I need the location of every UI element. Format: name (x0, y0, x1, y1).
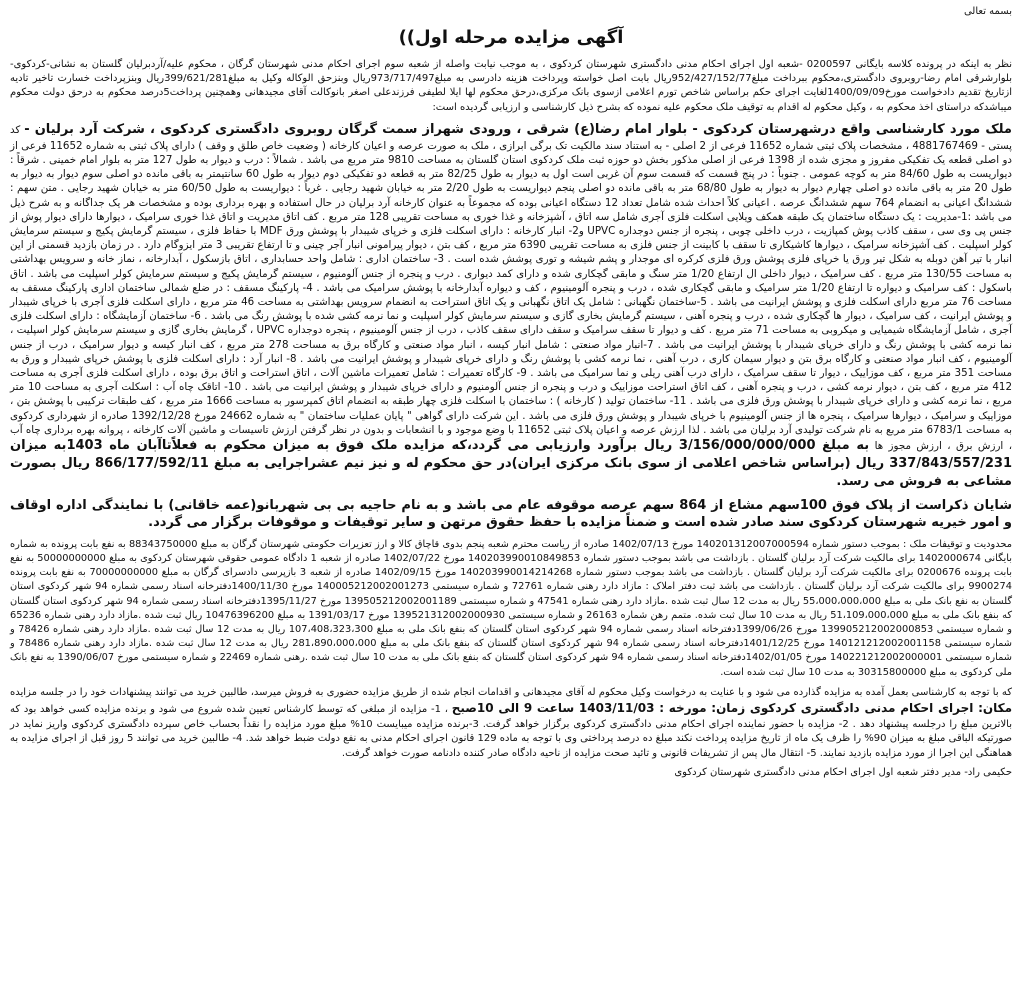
auction-intro: که با توجه به کارشناسی بعمل آمده به مزایده گذارده می شود و با عنایت به درخواست وکیل محکوم له آقای مجیدهانی و اقدامات انجام شده از طریق مزایده حضوری به فروش میرسد، طالبین خرید می توانند پیشنهادات خود را در جلسه مزایده (10, 686, 1012, 698)
property-price: به مبلغ 3/156/000/000/000 ریال برآورد وارزیابی می گردد،که مزایده ملک فوق به میزان محکوم به فعلاًتاآبان ماه 1403به میزان 337/843/557/231 ریال (براساس شاخص اعلامی از سوی بانک مرکزی ایران)در حق محکوم له و نیز نیم عشراجرایی به مبلغ 866/177/592/11 ریال بصورت مشاعی به فروش می رسد. (10, 437, 1012, 489)
auction-terms: ، 1- مزایده از مبلغی که توسط کارشناس تعیین شده شروع می شود و برنده مزایده کسی خواهد بود که بالاترین مبلغ را درجلسه پیشنهاد دهد . 2- مزایده با حضور نماینده اجرای احکام مدنی دادگستری کردکوی برگزار خواهد گرفت. 3-برنده مزایده میبایست 10% مبلغ مورد مزایده را نقداً بحساب خاص سپرده دادگستری کردکوی واریز نماید در صورتیکه الباقی مبلغ به میزان 90% را ظرف یک ماه از تاریخ مزایده پرداخت نکند مبلغ ده درصد پرداختی وی با توجه به ماده 129 قانون اجرای احکام مدنی به نفع دولت ضبط خواهد شد. 4- طالبین خرید می توانند 5 روز قبل از اجرای مزایده به هماهنگی این اجرا از مورد مزایده بازدید نمایند. 5- انتقال مال پس از تشریفات قانونی و تائید صحت مزایده از ناحیه دادگاه صادر کننده دادنامه صورت خواهد گرفت. (10, 704, 1013, 759)
property-lead: ملک مورد کارشناسی واقع درشهرستان کردکوی - بلوار امام رضا(ع) شرقی ، ورودی شهراز سمت گرگان روبروی دادگستری کردکوی ، شرکت آرد برلیان - (24, 121, 1012, 137)
basmala: بسمه تعالی (963, 6, 1012, 17)
encumbrances-paragraph: محدودیت و توقیفات ملک : بموجب دستور شماره 140201312007000594 مورخ 1402/07/13 صادره از ریاست محترم شعبه پنجم بدوی قاچاق کالا و ارز تعزیرات حکومتی شهرستان گرگان به مبلغ 88343750000 به نفع بابت پرونده به شماره بایگانی 1402000674 برای مالکیت شرکت آرد برلیان گلستان . بازداشت می باشد بموجب دستور شماره 140203990010849853 مورخ 1402/07/22 صادره از شعبه 1 دادگاه عمومی حقوقی شهرستان کردکوی به مبلغ 50000000000 به نفع بابت پرونده 0200676 برای مالکیت شرکت آرد برلیان گلستان . بازداشت می باشد بموجب دستور شماره 140203990014214268 مورخ 1402/09/15 صادره از شعبه 3 بازپرسی دادسرای گرگان به مبلغ 70000000000 به نفع بابت پرونده 9900274 برای مالکیت شرکت آرد برلیان گلستان . بازداشت می باشد ثبت دفتر املاک : مازاد دارد رهنی شماره 72761 و شماره سیستمی 140005212002001273 مورخ 1400/11/30دفترخانه اسناد رسمی شماره 94 شهر کردکوی استان گلستان به نفع بانک ملی به مبلغ 55،000،000،000 ریال به مدت 12 سال ثبت شده .مازاد دارد رهنی شماره 47541 و شماره سیستمی 139505212002001189 مورخ 1395/11/27دفترخانه اسناد رسمی شماره 94 شهر کردکوی استان گلستان که بنفع بانک ملی به مبلغ 51،109،000،000 ریال به مدت 10 سال ثبت شده. متمم رهن شماره 26163 و شماره سیستمی 139521312002000930 مورخ 1391/03/17 به مبلغ 10476396200 ریال ثبت شده .مازاد دارد رهنی شماره 65236 و شماره سیستمی 139905212002000853 مورخ 1399/06/26دفترخانه اسناد رسمی شماره 94 شهر کردکوی استان گلستان که بنفع بانک ملی به مبلغ 107،408،323،300 ریال به مدت 12 سال ثبت شده .مازاد دارد رهنی شماره 78426 و شماره سیستمی 140121212002001158 مورخ 1401/12/25دفترخانه اسناد رسمی شماره 94 شهر کردکوی استان گلستان که بنفع بانک ملی به مبلغ 281،890،000،000 ریال به مدت 12 سال ثبت شده .مازاد دارد رهنی شماره 78486 و شماره سیستمی 140221212002000001 مورخ 1402/01/05دفترخانه اسناد رسمی شماره 94 شهر کردکوی استان گلستان که بنفع بانک ملی به مدت 10 سال ثبت شده .رهنی شماره 22469 و شماره سیستمی مورخ 1390/06/07 به نفع بانک ملی کردکوی به مبلغ 30315800000 به مدت 10 سال ثبت شده است. (10, 538, 1013, 678)
property-body: کد پستی - 4881767469 ، مشخصات پلاک ثبتی شماره 11652 فرعی از 2 اصلی - به استناد سند مالکیت تک برگی ابرازی ، ملک به صورت عرصه و اعیان کارخانه ( وضعیت خاص طلق و وقف ) دارای پلاک ثبتی به شماره 11652 فرعی از دو اصلی قطعه یک تفکیکی مفروز و مجزی شده از 1398 فرعی از اصلی مذکور بخش دو حوزه ثبت ملک کردکوی استان گلستان به مساحت 9810 متر مربع می باشد . شمالاً : درب و دیوار به طول 127 متر به بلوار امام خمینی . شرقاً : دیواریست به طول 84/60 متر به کوچه عمومی . جنوباً : در پنج قسمت که قسمت سوم آن غربی است اول به دیوار به طول 82/25 متر به قطعه دو تفکیکی دوم دیوار به طول 60 سانتیمتر به باقی مانده دو اصلی سوم دیوار به دیوار به طول 20 متر به باقی مانده دو اصلی چهارم دیوار به دیوار به طول 68/80 متر به باقی مانده دو اصلی پنجم دیواریست به طول 2/20 متر به خیابان شهید رجایی . غرباً : دیواریست به طول 60/50 متر به خیابان شهید رجایی . متن سهم : ششدانگ اعیانی به انضمام 764 سهم ششدانگ عرصه . اعیانی کلاً احداث شده شامل تعداد 12 دستگاه اعیانی بوده که مجموعاً به عنوان کارخانه آرد برلیان در حال استفاده و بهره برداری بوده و مشخصات هر یک جداگانه و به شرح ذیل می باشد :1-مدیریت : یک دستگاه ساختمان یک طبقه همکف ویلایی اسکلت فلزی آجری شامل سه اتاق ، آشپزخانه و غذا خوری به مساحت تقریبی 128 متر مربع . کف اتاق مدیریت و اتاق غذا خوری سرامیک ، دیوارها دارای دیوار پوش از جنس پی وی سی ، سقف کاذب پوش کمپازیت ، درب داخلی چوبی ، پنجره از جنس دوجداره UPVC و2- انبار کارخانه : دارای اسکلت فلزی و خرپای شیبدار با پوشش ورق MDF با حفاظ فلزی ، سیستم گرمایش پکیج و سیستم سرمایش کولر اسپلیت . کف آشپزخانه سرامیک ، دیوارها کاشیکاری تا سقف با کابینت از جنس فلزی به مساحت تقریبی 6390 متر مربع ، کف بتن ، دیوار پیرامونی انبار آجر چینی و تا ارتفاع تقریبی 3 متر ایزوگام دارد . در زمان بازدید قسمتی از این انبار با تیر آهن دوبله به شکل تیر ورق یا خرپای فلزی پوشش ورق فلزی کرکره ای موجدار و پشم شیشه و توری پوشش شده است . 3- ساختمان اداری : شامل واحد حسابداری ، اتاق بازسکول ، آبدارخانه ، نماز خانه و سرویس بهداشتی به مساحت 130/55 متر مربع . کف سرامیک ، دیوار داخلی ال ارتفاع 1/20 متر سنگ و مابقی گچکاری شده و دارای کمد دیواری . درب و پنجره از جنس آلومنیوم ، سیستم گرمایش پکیج و سیستم سرمایش کولر اسپلیت می باشد . اتاق باسکول : کف سرامیک و دیواره تا ارتفاع 1/20 متر سرامیک و مابقی گچکاری شده ، درب و پنجره آلومینیوم ، کف و دیواره آبدارخانه با پوشش سرامیک می باشد . 4- پارکینگ مسقف : در ضلع شمالی ساختمان اداری پارکینگ مسقف به مساحت 76 متر مربع دارای اسکلت فلزی و پوشش ایرانیت می باشد . 5-ساختمان نگهبانی : شامل یک اتاق نگهبانی و یک اتاق استراحت به انضمام سرویس بهداشتی به مساحت 46 متر مربع ، دارای اسکلت فلزی آجری با خرپای شیبدار و پوشش ایرانیت ، کف سرامیک ، دیوار ها گچکاری شده ، درب و پنجره آهنی ، سیستم گرمایش بخاری گازی و سیستم سرمایش کولر اسپلیت و نما نرمه کشی شده با پوشش رنگ می باشد . 6- ساختمان آزمایشگاه : دارای اسکلت فلزی آجری ، شامل آزمایشگاه شیمیایی و میکروبی به مساحت 71 متر مربع . کف و دیوار تا سقف سرامیک و سقف دارای سقف کاذب ، درب از جنس آلومینیوم ، پنجره دوجداره UPVC ، گرمایش بخاری گازی و سیستم سرمایش کولر اسپلیت ، نما نرمه کشی با پوشش رنگ و دارای خرپای شیبدار با پوشش ایرانیت می باشد . 7-انبار مواد صنعتی : شامل انبار کیسه ، انبار مواد صنعتی و کارگاه برق به مساحت 278 متر مربع ، کف انبار کیسه و دیوار سرامیک ، درب از جنس آلومینیوم ، کف انبار مواد صنعتی و کارگاه برق بتن و دیوار سیمان کاری ، درب آهنی ، نما نرمه کشی با پوشش رنگ و دارای خرپای شیبدار و پوشش ایرانیت می باشد . 8- انبار آرد : دارای اسکلت فلزی با پوشش خرپای شیبدار و ورق به مساحت 351 متر مربع ، کف موزاییک ، دیوار تا سقف سرامیک ، دارای درب آهنی ریلی و نما سرامیک می باشد . 9- کارگاه تعمیرات : شامل تعمیرات ماشین آلات ، اتاق استراحت و اتاق برق بوده ، دارای اسکلت فلزی آجری به مساحت 412 متر مربع ، کف بتن ، دیوار نرمه کشی ، درب و پنجره آهنی ، کف اتاق استراحت موزاییک و درب و پنجره از جنس آلومنیوم و دارای خرپای شیبدار و پوشش ایرانیت می باشد . 10- اتاقک چاه آب : اسکلت آجری به مساحت 10 متر مربع ، نما نرمه کشی و دارای خرپای شیبدار با پوشش ورق فلزی می باشد . 11- ساختمان تولید ( کارخانه ) : ساختمان با اسکلت فلزی چهار طبقه به انضمام اتاق کمپرسور به مساحت 1666 متر مربع ، کف طبقات ترکیبی با پوشش بتن ، موزاییک و سرامیک ، دیوارها سرامیک ، پنجره ها از جنس آلومینیوم با خرپای شیبدار و پوشش ورق فلزی می باشد . این شرکت دارای گواهی " پایان عملیات ساختمان " به شماره 24662 مورخ 1392/12/28 صادره از شهرداری کردکوی به مساحت 6783/1 متر مربع به نام شرکت تولیدی آرد برلیان می باشد . لذا ارزش عرصه و اعیان پلاک ثبتی 11652 با وضع موجود و با انشعابات و بدون در نظر گرفتن ارزش تاسیسات و ماشین آلات کارخانه ، پروانه بهره برداری چاه آب ، ارزش برق ، ارزش مجوز ها (10, 123, 1013, 452)
endowment-notice: شایان ذکراست از پلاک فوق 100سهم مشاع از 864 سهم عرصه موقوفه عام می باشد و به نام حاجیه بی بی شهربانو(عمه خاقانی) با نمایندگی اداره اوقاف و امور خیریه شهرستان کردکوی سند صادر شده است و ضمناً مزایده با حفظ حقوق مرتهن و سایر توقیفات و موقوفات برگزار می گردد. (10, 497, 1013, 531)
auction-place-time: مکان: اجرای احکام مدنی دادگستری کردکوی زمان: مورخه : 1403/11/03 ساعت 9 الی 10صبح (451, 701, 1013, 716)
notice-title: آگهی مزایده مرحله اول)) (398, 27, 624, 48)
intro-paragraph: نظر به اینکه در پرونده کلاسه بایگانی 0200597 -شعبه اول اجرای احکام مدنی دادگستری شهرستان کردکوی ، به موجب نیابت واصله از شعبه سوم اجرای احکام مدنی شهرستان گرگان ، محکوم علیه/آردبرلیان گلستان به نشانی-کردکوی-بلوارشرقی امام رضا-روبروی دادگستری،محکوم ببرداخت مبلغ952/427/152/77ریال بابت اصل خواسته وپرداخت هزینه دادرسی به مبلغ973/717/497ریال وبنزحق الوکاله وکیل به مبلغ399/621/281ریال وبنزپرداخت خسارت تاخیر تادیه ازتاریخ تقدیم دادخواست مورخ1400/09/09لغایت اجرای حکم براساس شاخص تورم اعلامی ازسوی بانک مرکزی،درحق محکوم لها ایلا لطیفی فرزندعلی اصغر بانوکالت آقای مجیدهانی وهمچنین پرداخت5درصد محکوم به درحق دولت محکوم میباشدکه دراستای اخذ محکوم به ، وکیل محکوم له اقدام به توقیف ملک محکوم علیه نموده که بشرح ذیل کارشناسی و ارزیابی گردیده است: (10, 59, 1013, 113)
auction-details (10, 686, 1012, 762)
signature-line: حکیمی راد- مدیر دفتر شعبه اول اجرای احکام مدنی دادگستری شهرستان کردکوی (674, 767, 1012, 779)
property-description (10, 121, 1012, 491)
